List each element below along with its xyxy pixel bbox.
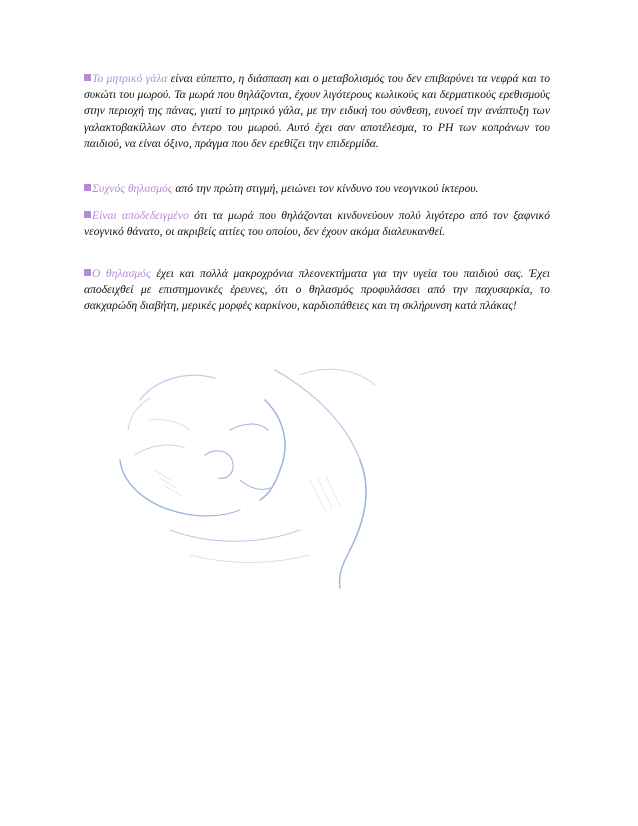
paragraph-lead: Ο θηλασμός (92, 267, 151, 280)
paragraph-text: από την πρώτη στιγμή, μειώνει τον κίνδυνο του νεογνικού ίκτερου. (172, 182, 479, 195)
paragraph-text: είναι εύπεπτο, η διάσπαση και ο μεταβολισμός του δεν επιβαρύνει τα νεφρά και το συκώτι του μωρού. Τα μωρά που θηλάζονται, έχουν λιγότερους κωλικούς και δερματικούς ερεθισμούς στην περιοχή της πάνας, γιατί το μητρικό γάλα, με την ειδική του σύνθεση, ευνοεί την ανάπτυξη των γαλακτοβακίλλων στο έντερο του μωρού. Αυτό έχει σαν αποτέλεσμα, το PH των κοπράνων του παιδιού, να είναι όξινο, πράγμα που δεν ερεθίζει την επιδερμίδα. (84, 72, 550, 150)
paragraph-text: έχει και πολλά μακροχρόνια πλεονεκτήματα για την υγεία του παιδιού σας. Έχει αποδειχθεί με επιστημονικές έρευνες, ότι ο θηλασμός προφυλάσσει από την παχυσαρκία, το σακχαρώδη διαβήτη, μερικές μορφές καρκίνου, καρδιοπάθειες και τη σκλήρυνση κατά πλάκας! (84, 267, 550, 313)
paragraph-lead: Το μητρικό γάλα (92, 72, 168, 85)
paragraph-frequent-feeding (84, 181, 550, 197)
paragraph-sids (84, 208, 550, 240)
bullet-icon (84, 269, 91, 276)
paragraph-long-term-benefits (84, 266, 550, 315)
paragraph-lead: Συχνός θηλασμός (92, 182, 173, 195)
bullet-icon (84, 74, 91, 81)
paragraph-lead: Είναι αποδεδειγμένο (92, 209, 189, 222)
paragraph-text: ότι τα μωρά που θηλάζονται κινδυνεύουν πολύ λιγότερο από τον ξαφνικό νεογνικό θάνατο, οι ακριβείς αιτίες του οποίου, δεν έχουν ακόμα διαλευκανθεί. (84, 209, 550, 239)
breastfeeding-sketch-icon (110, 360, 490, 590)
bullet-icon (84, 184, 91, 191)
paragraph-breast-milk (84, 71, 550, 152)
bullet-icon (84, 211, 91, 218)
